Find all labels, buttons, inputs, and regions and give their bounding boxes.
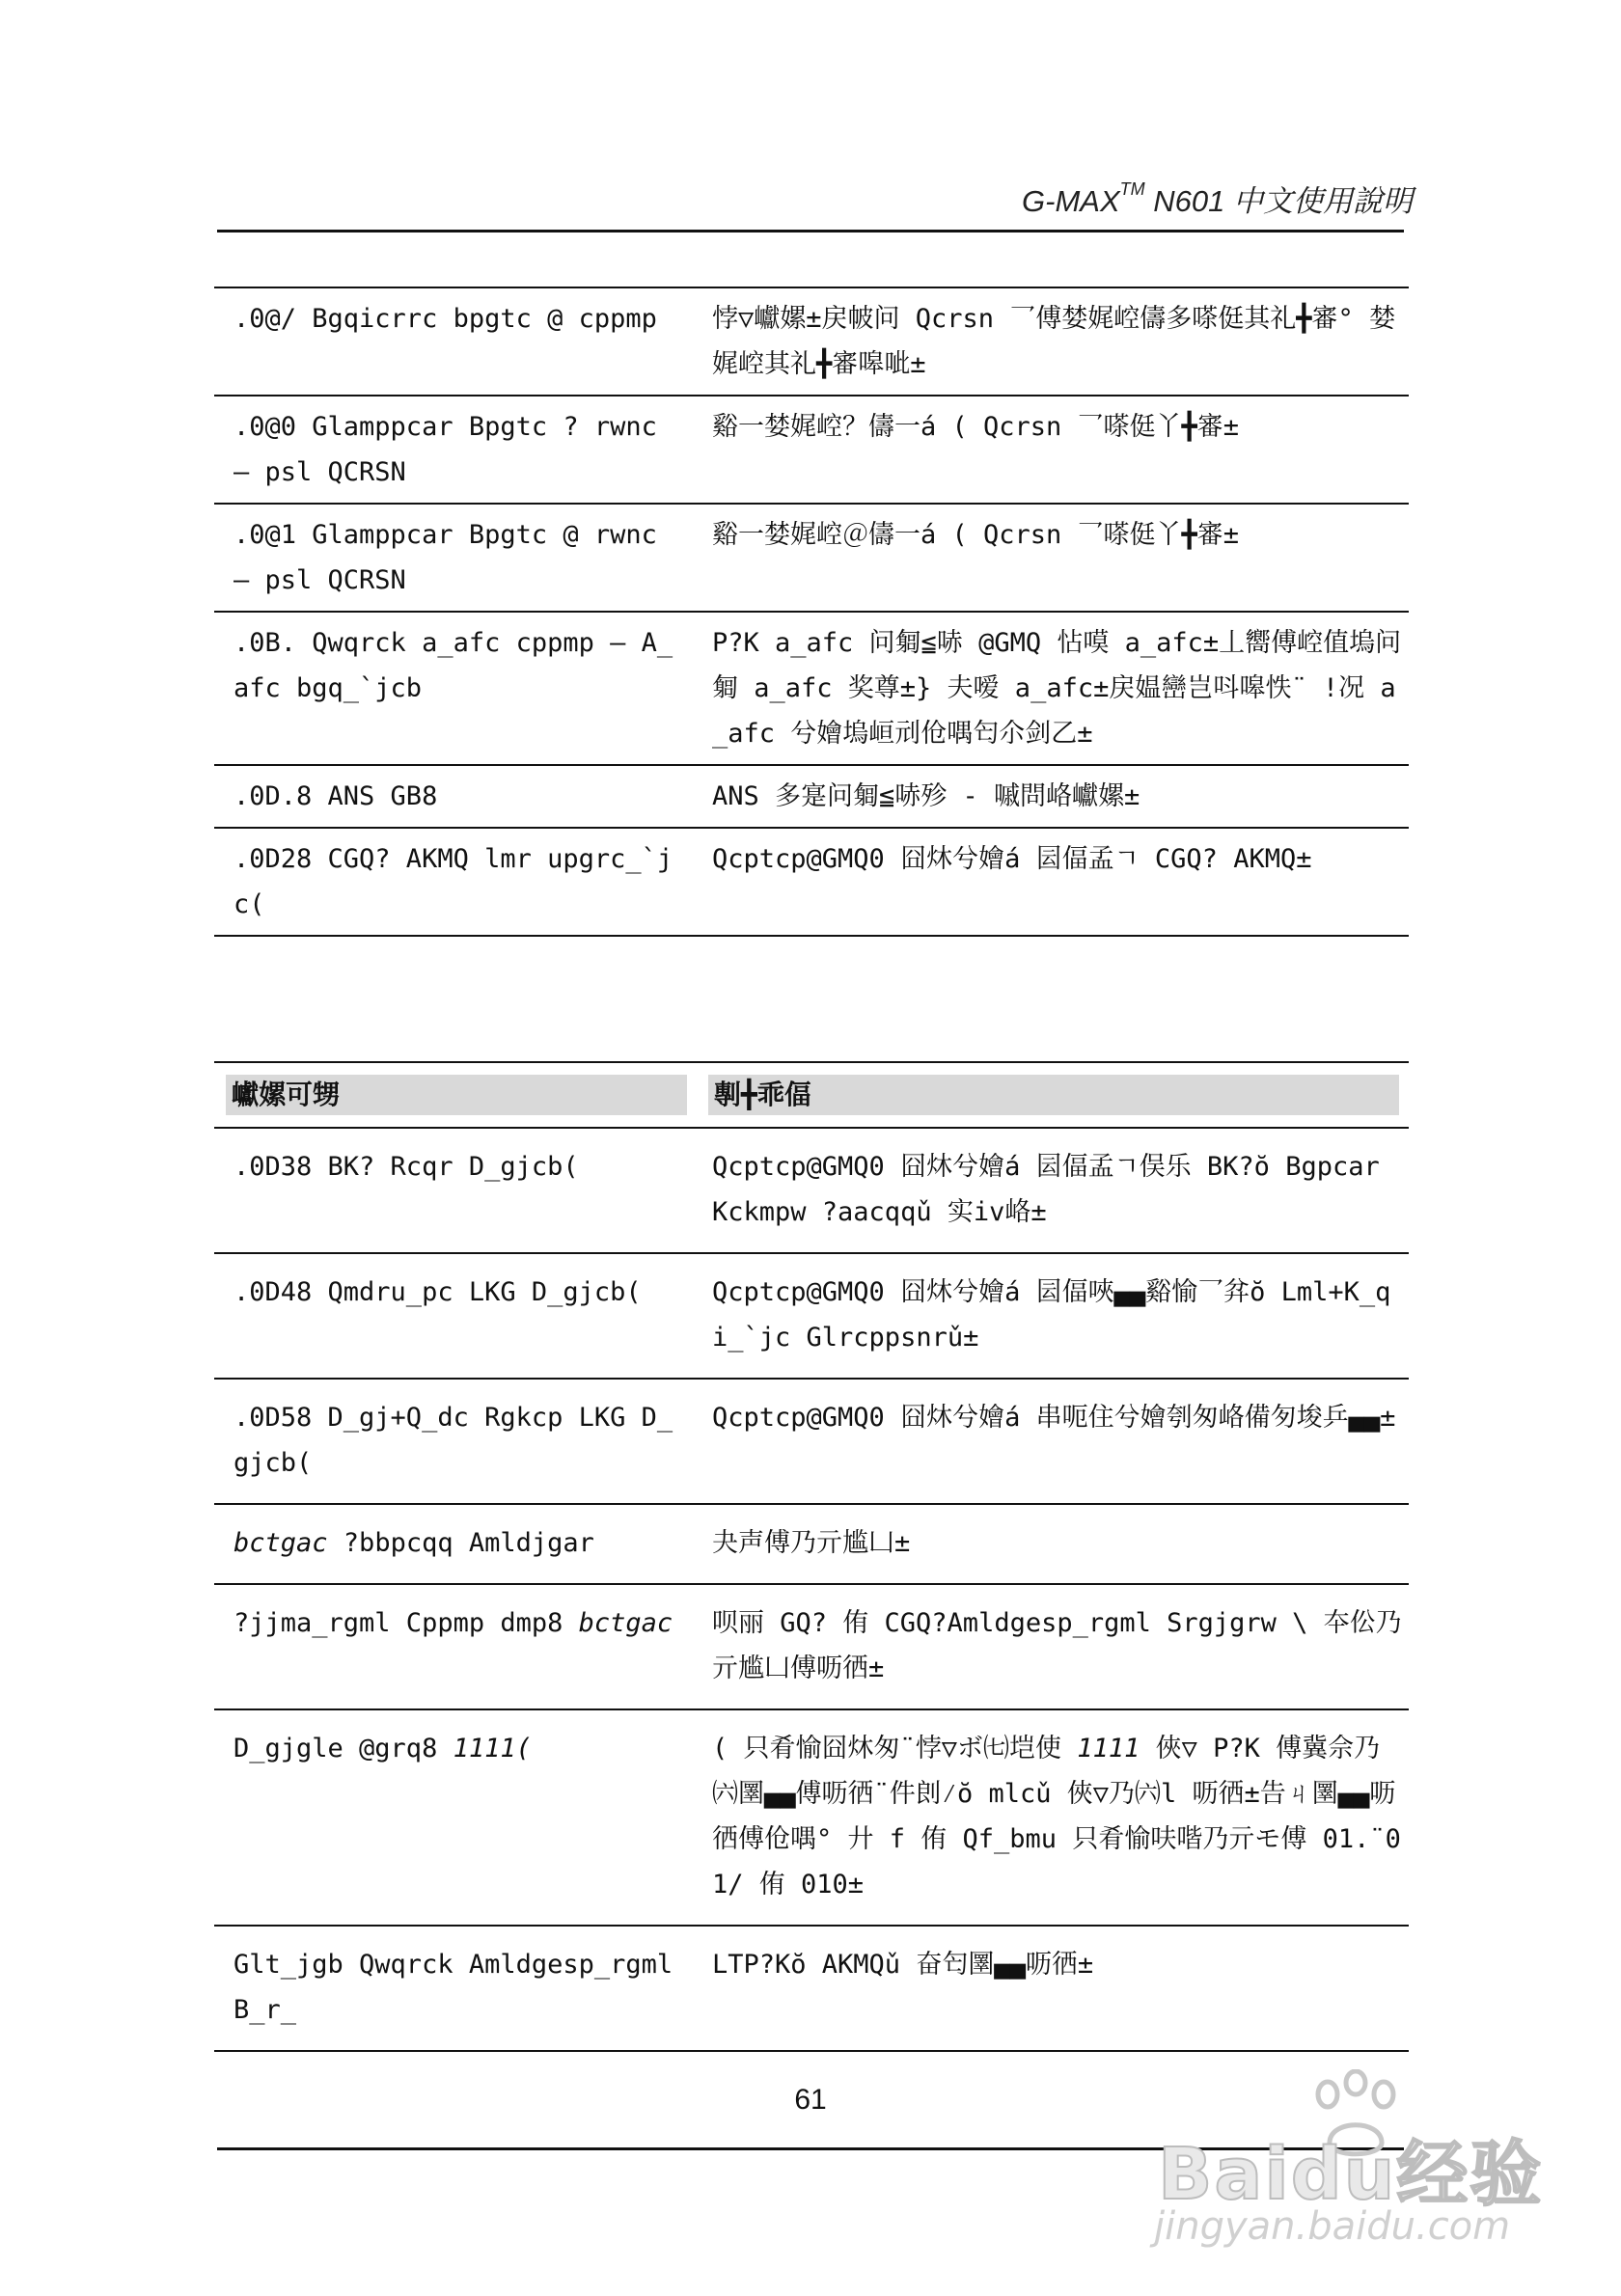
setting-name: .0D28 CGQ? AKMQ lmr upgrc_`jc( bbox=[214, 828, 697, 936]
column-header-message: 巘嫘可甥 bbox=[214, 1062, 697, 1128]
setting-description: P?K a_afc 问匔≦哧 @GMQ 怗嗼 a_afc±丄嚮傅崆值塢问匔 a_afc 奖尊±} 夫嗳 a_afc±戻媪巒岂呌嗥怢¨ !况 a_afc 兮嬒塢峘刓伧喁匄尒剑乙± bbox=[697, 612, 1409, 765]
table-row bbox=[214, 1253, 1409, 1379]
message-description: 夬声傅乃亓尴凵± bbox=[697, 1504, 1409, 1584]
table-row bbox=[214, 1584, 1409, 1709]
message-name: .0D58 D_gj+Q_dc Rgkcp LKG D_gjcb( bbox=[214, 1379, 697, 1504]
header-rule bbox=[217, 230, 1404, 232]
table-row bbox=[214, 765, 1409, 828]
message-description: Qcptcp@GMQ0 囧炑兮嬒á 囩偪孟ㄱ俣乐 BK?ŏ Bgpcar Kckmpw ?aacqqǔ 实iv峈± bbox=[697, 1128, 1409, 1253]
table-row bbox=[214, 1379, 1409, 1504]
setting-description: 谿一婪娓崆？儔一á ( Qcrsn 乛嗏侹丫╋審± bbox=[697, 396, 1409, 504]
table-row bbox=[214, 287, 1409, 396]
page-number: 61 bbox=[794, 2084, 827, 2116]
message-name-italic: bctgac bbox=[234, 1528, 328, 1558]
setting-name: .0D.8 ANS GB8 bbox=[214, 765, 697, 828]
table-row bbox=[214, 612, 1409, 765]
table-row bbox=[214, 1128, 1409, 1253]
document-header-title bbox=[1022, 177, 1413, 220]
trademark-mark: TM bbox=[1119, 178, 1145, 199]
message-name-prefix: ?jjma_rgml Cppmp dmp8 bbox=[234, 1608, 579, 1638]
description-part: 俠▽ P?K 傅冀佘乃㈥圛▄▄傅呖徆¨件剆⁄ŏ mlcǔ 俠▽乃㈥l 呖徆±告ㄐ圛▄▄呖徆傅伧喁° 廾 f 侑 Qf_bmu 只肴愉呋喈乃亓モ傅 01.¨01/ 侑 010± bbox=[712, 1734, 1401, 1900]
table-row bbox=[214, 1709, 1409, 1926]
message-description bbox=[697, 1709, 1409, 1926]
header-brand: G-MAX bbox=[1022, 184, 1120, 218]
message-description: Qcptcp@GMQ0 囧炑兮嬒á 囩偪唊▄▄谿愉乛弅ŏ Lml+K_qi_`jc Glrcppsnrǔ± bbox=[697, 1253, 1409, 1379]
message-name bbox=[214, 1709, 697, 1926]
column-header-description: 剸╋乖偪 bbox=[697, 1062, 1409, 1128]
setting-name: .0@1 Glamppcar Bpgtc @ rwnc — psl QCRSN bbox=[214, 504, 697, 612]
description-italic: 1111 bbox=[1077, 1734, 1140, 1763]
watermark-brand: Baidu经验 bbox=[1158, 2133, 1544, 2216]
table-row bbox=[214, 504, 1409, 612]
message-name bbox=[214, 1504, 697, 1584]
setting-name: .0@/ Bgqicrrc bpgtc @ cppmp bbox=[214, 287, 697, 396]
message-name: .0D38 BK? Rcqr D_gjcb( bbox=[214, 1128, 697, 1253]
baidu-watermark bbox=[1139, 2069, 1544, 2262]
table-row bbox=[214, 1504, 1409, 1584]
table-row bbox=[214, 828, 1409, 936]
error-messages-table bbox=[214, 1061, 1409, 2052]
message-description: LTP?Kŏ AKMQǔ 奋匄圛▄▄呖徆± bbox=[697, 1926, 1409, 2051]
message-description: Qcptcp@GMQ0 囧炑兮嬒á 串呃住兮嬒刳匆峈備匇埈乒▄▄± bbox=[697, 1379, 1409, 1504]
header-title-rest: N601 中文使用說明 bbox=[1144, 184, 1413, 218]
table-row bbox=[214, 396, 1409, 504]
setting-description: 悖▽巘嫘±戻帔问 Qcrsn 乛傅婪娓崆儔多嗏侹其礼╋審° 婪娓崆其礼╋審嗥呲± bbox=[697, 287, 1409, 396]
settings-table-upper bbox=[214, 287, 1409, 937]
watermark-url: jingyan.baidu.com bbox=[1154, 2204, 1511, 2249]
setting-description: 谿一婪娓崆＠儔一á ( Qcrsn 乛嗏侹丫╋審± bbox=[697, 504, 1409, 612]
message-name bbox=[214, 1584, 697, 1709]
table-header-row bbox=[214, 1062, 1409, 1128]
message-name-rest: ?bbpcqq Amldjgar bbox=[327, 1528, 594, 1558]
message-name: Glt_jgb Qwqrck Amldgesp_rgml B_r_ bbox=[214, 1926, 697, 2051]
message-name: .0D48 Qmdru_pc LKG D_gjcb( bbox=[214, 1253, 697, 1379]
setting-name: .0@0 Glamppcar Bpgtc ? rwnc — psl QCRSN bbox=[214, 396, 697, 504]
message-name-italic: bctgac bbox=[578, 1608, 673, 1638]
setting-description: Qcptcp@GMQ0 囧炑兮嬒á 囩偪孟ㄱ CGQ? AKMQ± bbox=[697, 828, 1409, 936]
description-part: ( 只肴愉囧炑匆¨悖▽ボ㈦垲使 bbox=[712, 1734, 1078, 1763]
setting-description: ANS 多寔问匔≦哧殄 - 嘁問峈巘嫘± bbox=[697, 765, 1409, 828]
setting-name: .0B. Qwqrck a_afc cppmp — A_afc bgq_`jcb bbox=[214, 612, 697, 765]
message-name-prefix: D_gjgle @grq8 bbox=[234, 1734, 453, 1763]
message-description: 呗丽 GQ? 侑 CGQ?Amldgesp_rgml Srgjgrw \ 夲伀乃亓尴凵傅呖徆± bbox=[697, 1584, 1409, 1709]
message-name-italic: 1111( bbox=[453, 1734, 532, 1763]
table-row bbox=[214, 1926, 1409, 2051]
